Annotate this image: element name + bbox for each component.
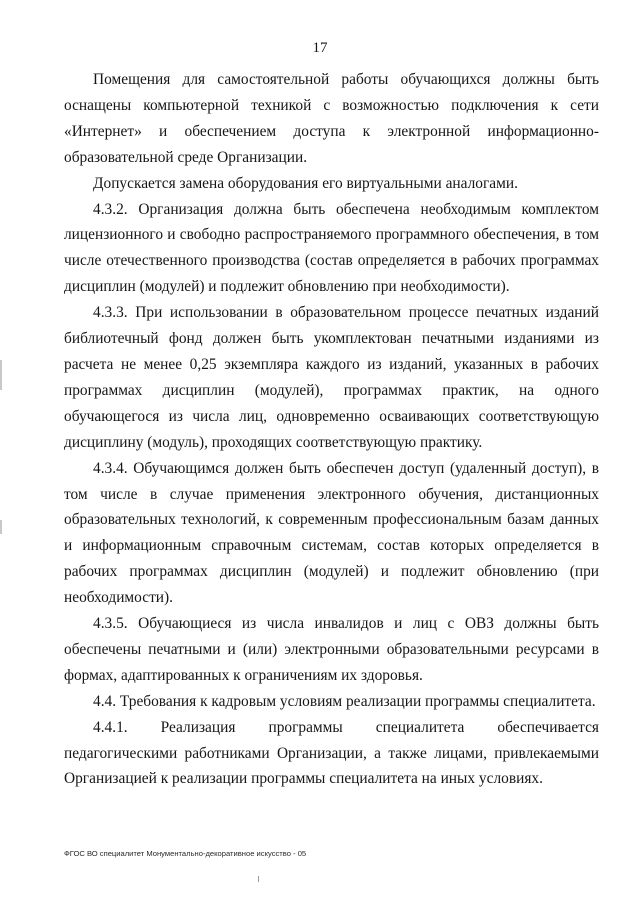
- document-footer: ФГОС ВО специалитет Монументально-декоративное искусство - 05: [64, 849, 307, 858]
- paragraph-4-3-5-disabled-students: 4.3.5. Обучающиеся из числа инвалидов и лиц с ОВЗ должны быть обеспечены печатными и (или) электронными образовательными ресурсами в формах, адаптированных к ограничениям их здоровья.: [64, 615, 599, 684]
- paragraph-4-3-4-database-access: 4.3.4. Обучающимся должен быть обеспечен доступ (удаленный доступ), в том числе в случае применения электронного обучения, дистанционных образовательных технологий, к современным профессиональным базам данных и информационным справочным системам, состав которых определяется в рабочих программах дисциплин (модулей) и подлежит обновлению (при необходимости).: [64, 459, 599, 607]
- left-edge-scan-mark: [0, 520, 2, 534]
- scan-artifact: [258, 876, 259, 882]
- paragraph-4-3-3-library-fund: 4.3.3. При использовании в образовательном процессе печатных изданий библиотечный фонд должен быть укомплектован печатными изданиями из расчета не менее 0,25 экземпляра каждого из изданий, указанных в рабочих программах дисциплин (модулей), программах практик, на одного обучающегося из числа лиц, одновременно осваивающих соответствующую дисциплину (модуль), проходящих соответствующую практику.: [64, 304, 599, 451]
- paragraph-4-3-2-software: 4.3.2. Организация должна быть обеспечена необходимым комплектом лицензионного и свободно распространяемого программного обеспечения, в том числе отечественного производства (состав определяется в рабочих программах дисциплин (модулей) и подлежит обновлению при необходимости).: [64, 200, 599, 296]
- paragraph-self-study-rooms: Помещения для самостоятельной работы обучающихся должны быть оснащены компьютерной техникой с возможностью подключения к сети «Интернет» и обеспечением доступа к электронной информационно-образовательной среде Организации.: [64, 71, 599, 166]
- left-edge-scan-mark: [0, 360, 2, 390]
- paragraph-virtual-analogues: Допускается замена оборудования его виртуальными аналогами.: [93, 174, 518, 192]
- paragraph-4-4-1-staffing: 4.4.1. Реализация программы специалитета обеспечивается педагогическими работниками Организации, а также лицами, привлекаемыми Организацией к реализации программы специалитета на иных условиях.: [64, 718, 599, 788]
- page-number: 17: [312, 40, 328, 56]
- document-body: [64, 67, 599, 792]
- paragraph-4-4-staffing-heading: 4.4. Требования к кадровым условиям реализации программы специалитета.: [93, 692, 596, 710]
